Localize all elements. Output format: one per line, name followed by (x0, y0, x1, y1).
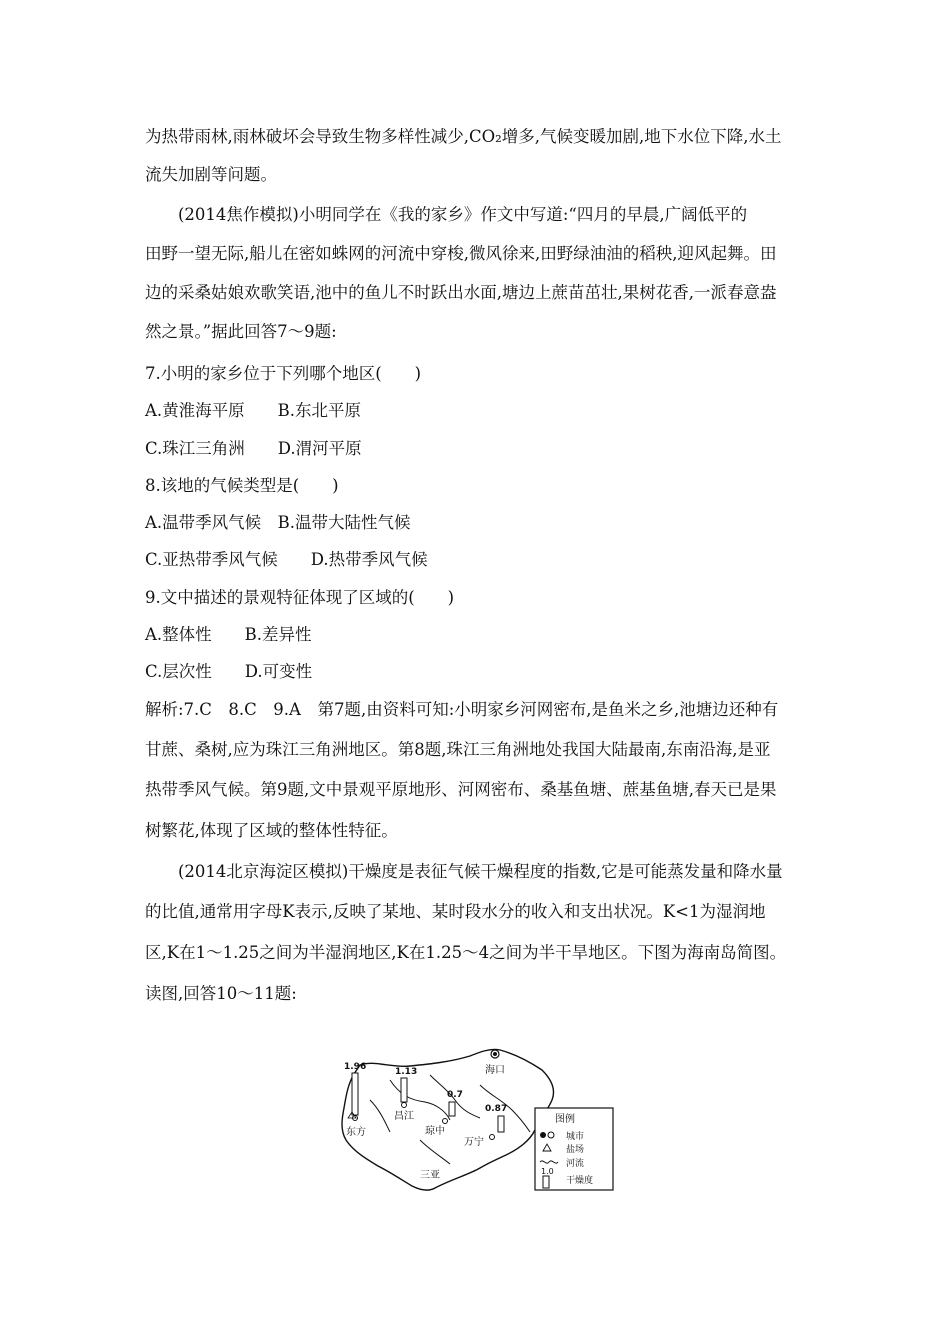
question-9-options-cd: C.层次性 D.可变性 (145, 662, 313, 681)
answer-line-2: 甘蔗、桑树,应为珠江三角洲地区。第8题,珠江三角洲地处我国大陆最南,东南沿海,是亚 (145, 740, 771, 759)
text-line-4: 田野一望无际,船儿在密如蛛网的河流中穿梭,微风徐来,田野绿油油的稻秧,迎风起舞。田 (145, 244, 777, 263)
question-8-options-cd: C.亚热带季风气候 D.热带季风气候 (145, 550, 428, 569)
text-line-3: (2014焦作模拟)小明同学在《我的家乡》作文中写道:“四月的早晨,广阔低平的 (178, 205, 748, 224)
question-8: 8.该地的气候类型是( ) (145, 476, 339, 495)
changjiang-aridity-bar (401, 1078, 407, 1102)
question-7: 7.小明的家乡位于下列哪个地区( ) (145, 364, 422, 383)
changjiang-label: 昌江 (394, 1111, 414, 1122)
wanning-aridity-value: 0.87 (485, 1104, 508, 1114)
qiongzhong-label: 琼中 (425, 1126, 445, 1137)
legend-river: 河流 (566, 1159, 585, 1169)
text-line-20: (2014北京海淀区模拟)干燥度是表征气候干燥程度的指数,它是可能蒸发量和降水量 (178, 862, 783, 881)
haikou-label: 海口 (485, 1065, 505, 1076)
river-5 (370, 1100, 390, 1132)
legend-title: 图例 (555, 1114, 575, 1125)
question-9: 9.文中描述的景观特征体现了区域的( ) (145, 588, 455, 607)
dongfang-aridity-value: 1.96 (344, 1062, 367, 1072)
text-line-1: 为热带雨林,雨林破坏会导致生物多样性减少,CO₂增多,气候变暖加剧,地下水位下降,水土 (145, 127, 782, 146)
text-line-2: 流失加剧等问题。 (145, 165, 277, 184)
map-legend (535, 1108, 613, 1190)
legend-aridity-sample: 1.0 (541, 1167, 554, 1176)
question-9-options-ab: A.整体性 B.差异性 (145, 625, 312, 644)
island-outline (342, 1049, 554, 1190)
answer-line-4: 树繁花,体现了区域的整体性特征。 (145, 821, 398, 840)
answer-line-3: 热带季风气候。第9题,文中景观平原地形、河网密布、桑基鱼塘、蔗基鱼塘,春天已是果 (145, 780, 777, 799)
river-4 (420, 1140, 450, 1164)
question-7-options-ab: A.黄淮海平原 B.东北平原 (145, 401, 362, 420)
sanya-label: 三亚 (420, 1170, 440, 1181)
text-line-21: 的比值,通常用字母K表示,反映了某地、某时段水分的收入和支出状况。K<1为湿润地 (145, 902, 766, 921)
text-line-5: 边的采桑姑娘欢歌笑语,池中的鱼儿不时跃出水面,塘边上蔗苗茁壮,果树花香,一派春意盎 (145, 283, 777, 302)
hainan-map-figure (330, 1040, 620, 1200)
legend-aridity-bar (543, 1176, 549, 1188)
dongfang-aridity-bar (352, 1073, 358, 1115)
qiongzhong-aridity-value: 0.7 (447, 1090, 463, 1100)
text-line-22: 区,K在1～1.25之间为半湿润地区,K在1.25～4之间为半干旱地区。下图为海南岛简图。 (145, 943, 787, 962)
wanning-aridity-bar (498, 1116, 504, 1132)
changjiang-aridity-value: 1.13 (395, 1067, 418, 1077)
hainan-map (330, 1040, 620, 1200)
question-8-options-ab: A.温带季风气候 B.温带大陆性气候 (145, 513, 411, 532)
text-line-6: 然之景。”据此回答7～9题: (145, 322, 337, 341)
text-line-23: 读图,回答10～11题: (145, 984, 297, 1003)
wanning-label: 万宁 (464, 1137, 484, 1148)
legend-salt-field: 盐场 (566, 1145, 585, 1155)
legend-aridity: 干燥度 (566, 1176, 594, 1186)
legend-city: 城市 (566, 1132, 585, 1142)
answer-line-1: 解析:7.C 8.C 9.A 第7题,由资料可知:小明家乡河网密布,是鱼米之乡,池塘边还种有 (145, 700, 779, 719)
question-7-options-cd: C.珠江三角洲 D.渭河平原 (145, 439, 362, 458)
dongfang-label: 东方 (346, 1127, 366, 1138)
qiongzhong-aridity-bar (449, 1102, 455, 1116)
